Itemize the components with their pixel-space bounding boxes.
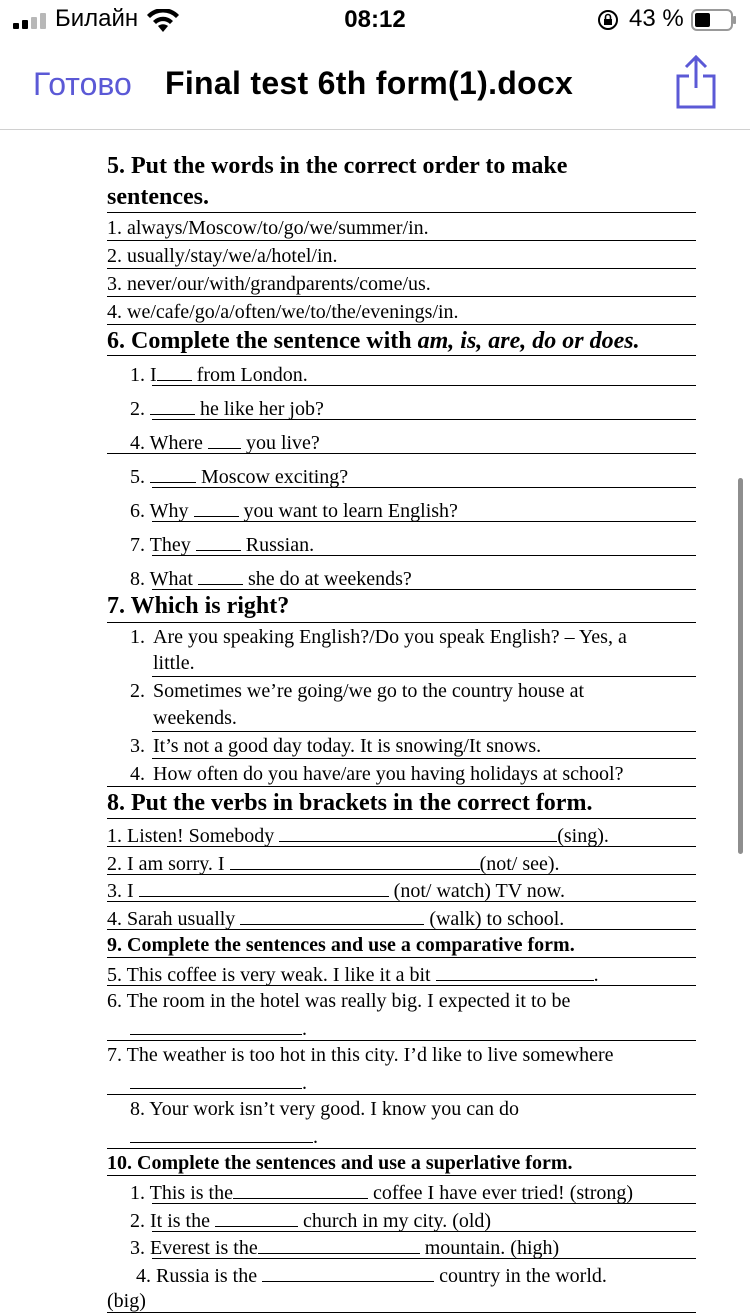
document-title: Final test 6th form(1).docx — [165, 65, 574, 101]
s7-item-1-num: 1. — [130, 626, 145, 648]
s10-item-3: 3. Everest is the mountain. (high) — [130, 1237, 560, 1259]
done-button[interactable]: Готово — [33, 66, 132, 102]
s10-item-4: 4. Russia is the country in the world. — [136, 1265, 607, 1287]
s5-item-4: 4. we/cafe/go/a/often/we/to/the/evenings/in. — [107, 301, 459, 323]
s6-item-7: 8. What she do at weekends? — [130, 568, 412, 590]
carrier-name: Билайн — [55, 5, 139, 32]
s9-heading: 9. Complete the sentences and use a comparative form. — [107, 934, 575, 956]
s6-item-2: 2. he like her job? — [130, 398, 324, 420]
s9-item-7: 7. The weather is too hot in this city. I’d like to live somewhere — [107, 1044, 614, 1066]
s6-item-3: 4. Where you live? — [130, 432, 320, 454]
s9-item-7-blank: . — [130, 1070, 307, 1094]
s7-item-3-num: 3. — [130, 735, 145, 757]
s6-item-1: 1. I from London. — [130, 364, 308, 386]
s6-item-5: 6. Why you want to learn English? — [130, 500, 458, 522]
s7-item-2-cont: weekends. — [153, 707, 237, 729]
s9-item-5: 5. This coffee is very weak. I like it a bit . — [107, 964, 599, 986]
s7-item-1: Are you speaking English?/Do you speak English? – Yes, a — [153, 626, 627, 648]
s10-item-2: 2. It is the church in my city. (old) — [130, 1210, 492, 1232]
s6-heading: 6. Complete the sentence with am, is, are, do or does. — [107, 328, 640, 354]
s8-heading: 8. Put the verbs in brackets in the correct form. — [107, 790, 593, 816]
s9-item-8-blank: . — [130, 1124, 318, 1148]
s10-item-1: 1. This is the coffee I have ever tried! (strong) — [130, 1182, 634, 1204]
s7-item-4-num: 4. — [130, 763, 145, 785]
s9-item-6-blank: . — [130, 1016, 307, 1040]
s7-item-2: Sometimes we’re going/we go to the country house at — [153, 680, 585, 702]
s7-item-1-cont: little. — [153, 652, 195, 674]
s6-item-6: 7. They Russian. — [130, 534, 315, 556]
scroll-indicator[interactable] — [738, 478, 743, 854]
s5-item-3: 3. never/our/with/grandparents/come/us. — [107, 273, 431, 295]
s5-heading-line1: 5. Put the words in the correct order to make — [107, 153, 568, 179]
s5-heading-line2: sentences. — [107, 184, 209, 210]
s7-item-3: It’s not a good day today. It is snowing/It snows. — [153, 735, 542, 757]
s10-heading: 10. Complete the sentences and use a superlative form. — [107, 1152, 573, 1174]
s7-heading: 7. Which is right? — [107, 593, 290, 619]
s8-item-3: 3. I (not/ watch) TV now. — [107, 880, 565, 902]
s5-item-1: 1. always/Moscow/to/go/we/summer/in. — [107, 217, 429, 239]
clock: 08:12 — [344, 6, 406, 33]
s9-item-6: 6. The room in the hotel was really big. I expected it to be — [107, 990, 571, 1012]
battery-percent: 43 % — [629, 5, 684, 32]
s9-item-8: 8. Your work isn’t very good. I know you can do — [130, 1098, 520, 1120]
s8-item-1: 1. Listen! Somebody (sing). — [107, 825, 609, 847]
s10-item-4-cont: (big) — [107, 1290, 146, 1312]
s8-item-2: 2. I am sorry. I (not/ see). — [107, 853, 560, 875]
s6-item-4: 5. Moscow exciting? — [130, 466, 349, 488]
s8-item-4: 4. Sarah usually (walk) to school. — [107, 908, 565, 930]
s5-item-2: 2. usually/stay/we/a/hotel/in. — [107, 245, 338, 267]
s7-item-2-num: 2. — [130, 680, 145, 702]
s7-item-4: How often do you have/are you having holidays at school? — [153, 763, 624, 785]
